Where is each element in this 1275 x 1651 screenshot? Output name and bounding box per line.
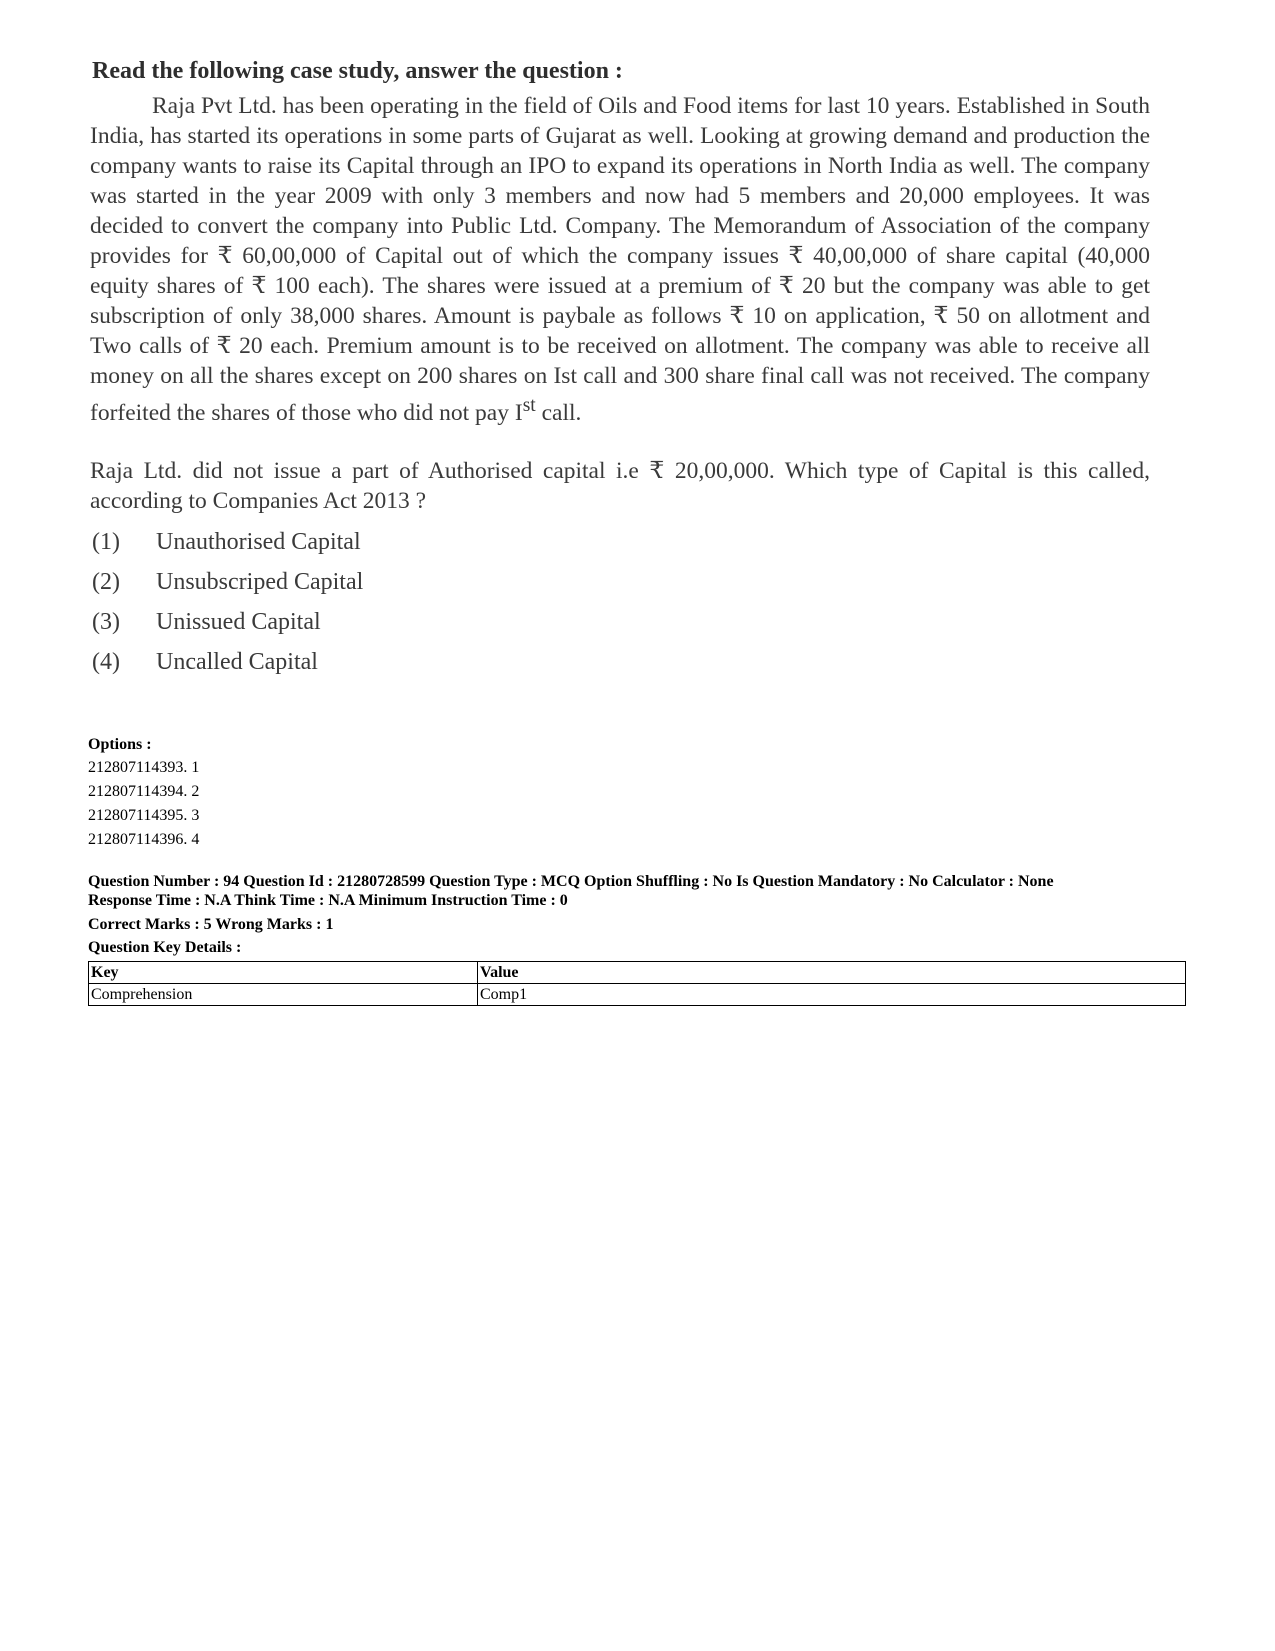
case-study-ordinal-suffix: st (522, 395, 536, 416)
question-info-line-2: Response Time : N.A Think Time : N.A Minimum Instruction Time : 0 (88, 892, 568, 909)
option-item: 212807114395. 3 (88, 807, 200, 824)
table-row (89, 984, 1186, 1006)
table-cell-key: Comprehension (89, 984, 478, 1006)
choice-label: Unissued Capital (156, 608, 321, 635)
table-header-key: Key (89, 962, 478, 984)
choice-label: Uncalled Capital (156, 648, 318, 675)
table-header-row (89, 962, 1186, 984)
question-metadata (88, 733, 1188, 1006)
choice-number: (1) (92, 528, 120, 555)
table-header-value: Value (478, 962, 1186, 984)
case-study-body: Raja Pvt Ltd. has been operating in the field of Oils and Food items for last 10 years. Established in South India, has started its operations in some parts of Gujarat as well. Looking at growing demand and production the company wants to raise its Capital through an IPO to expand its operations in North India as well. The company was started in the year 2009 with only 3 members and now had 5 members and 20,000 employees. It was decided to convert the company into Public Ltd. Company. The Memorandum of Association of the company provides for ₹ 60,00,000 of Capital out of which the company issues ₹ 40,00,000 of share capital (40,000 equity shares of ₹ 100 each). The shares were issued at a premium of ₹ 20 but the company was able to get subscription of only 38,000 shares. Amount is paybale as follows ₹ 10 on application, ₹ 50 on allotment and Two calls of ₹ 20 each. Premium amount is to be received on allotment. The company was able to receive all money on all the shares except on 200 shares on Ist call and 300 share final call was not received. The company forfeited the shares of those who did not pay (90, 93, 1150, 426)
case-study-ordinal: I (508, 399, 523, 426)
choice-number: (2) (92, 568, 120, 595)
choice-label: Unsubscriped Capital (156, 568, 364, 595)
choice-label: Unauthorised Capital (156, 528, 361, 555)
question-text: Raja Ltd. did not issue a part of Authorised capital i.e ₹ 20,00,000. Which type of Capital is this called, according to Companies Act 2013 ? (90, 457, 1150, 514)
option-item: 212807114394. 2 (88, 783, 200, 800)
choice-number: (4) (92, 648, 120, 675)
case-study-heading: Read the following case study, answer the question : (92, 58, 623, 84)
option-item: 212807114396. 4 (88, 831, 200, 848)
key-details-table (88, 961, 1186, 1006)
answer-choices (90, 522, 1150, 682)
table-cell-value: Comp1 (478, 984, 1186, 1006)
option-item: 212807114393. 1 (88, 759, 200, 776)
options-title: Options : (88, 736, 152, 753)
answer-choice (90, 562, 1150, 602)
answer-choice (90, 522, 1150, 562)
answer-choice (90, 642, 1150, 682)
marks-line: Correct Marks : 5 Wrong Marks : 1 (88, 916, 334, 933)
key-details-title: Question Key Details : (88, 939, 242, 956)
question-info-line-1: Question Number : 94 Question Id : 21280728599 Question Type : MCQ Option Shuffling : No Is Question Mandatory : No Calculator : None (88, 873, 1054, 890)
case-study-paragraph (90, 91, 1150, 428)
choice-number: (3) (92, 608, 120, 635)
case-study-end: call. (535, 399, 582, 426)
answer-choice (90, 602, 1150, 642)
question-image (90, 58, 1150, 682)
